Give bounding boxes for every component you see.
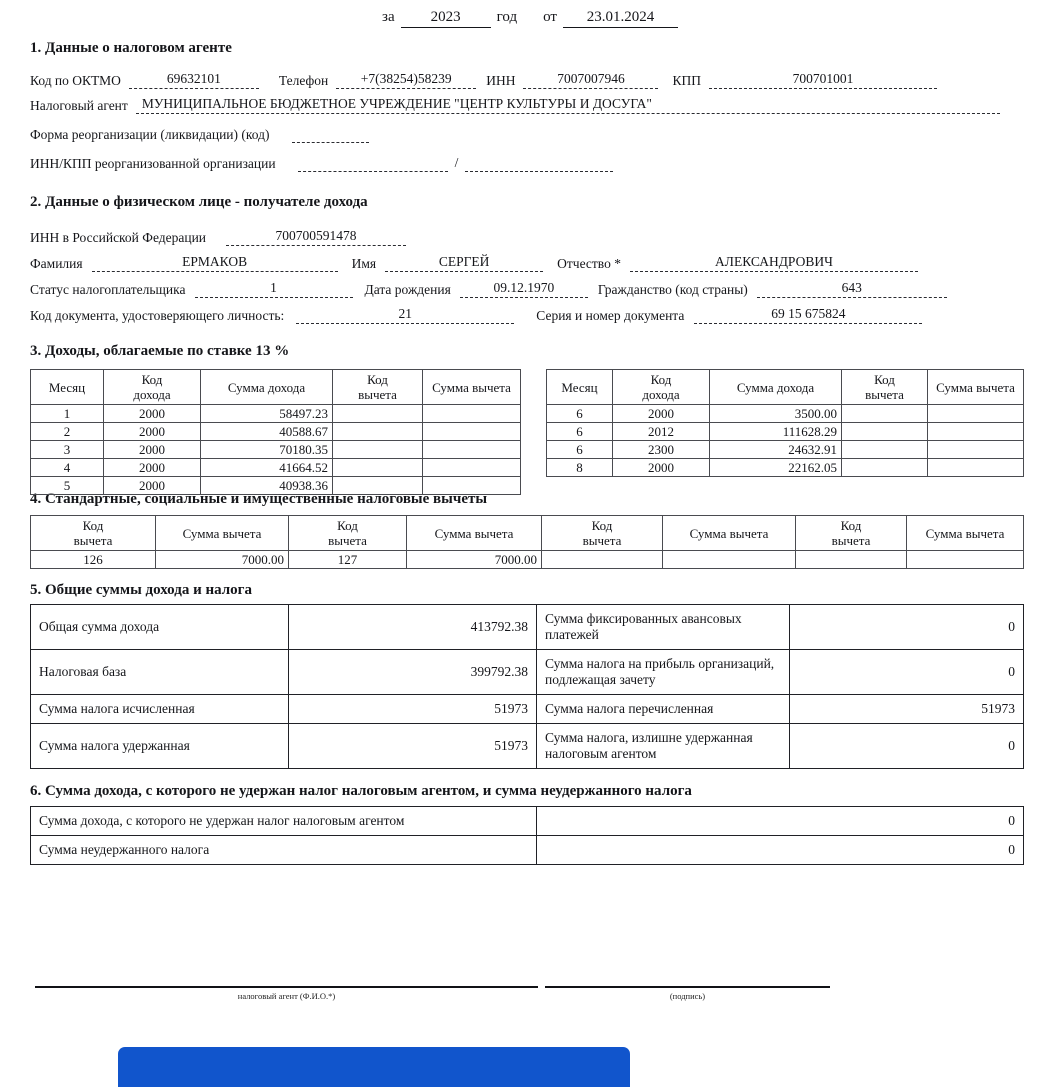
cell-month: 6 [547, 423, 613, 441]
period-god-label: год [496, 9, 518, 25]
cell-deduction-sum-4 [907, 551, 1024, 569]
col-deduction-sum-4: Сумма вычета [907, 516, 1024, 551]
table-row [547, 441, 1024, 459]
cell-income-code: 2000 [613, 405, 710, 423]
cell-total-value-right: 0 [790, 650, 1024, 695]
cell-total-label-left: Сумма налога удержанная [31, 724, 289, 769]
section2-title: 2. Данные о физическом лице - получателе дохода [30, 194, 368, 211]
doc-code-label: Код документа, удостоверяющего личность: [30, 308, 285, 324]
cell-total-value-right: 0 [790, 605, 1024, 650]
table-header-row [31, 370, 521, 405]
cell-deduction-sum [423, 423, 521, 441]
doc-number-label: Серия и номер документа [536, 308, 685, 324]
table-row [547, 459, 1024, 477]
cell-total-value-left: 413792.38 [289, 605, 537, 650]
cell-deduction-code [333, 477, 423, 495]
table-row [31, 441, 521, 459]
cell-month: 5 [31, 477, 104, 495]
patronymic-label: Отчество * [557, 256, 621, 272]
table-header-row [547, 370, 1024, 405]
unwithheld-table [30, 806, 1024, 865]
cell-income-code: 2000 [104, 441, 201, 459]
firstname-label: Имя [351, 256, 377, 272]
cell-deduction-sum [928, 441, 1024, 459]
unwithheld-table-body [31, 807, 1024, 865]
reorg-form-value [292, 125, 369, 143]
cell-total-label-right: Сумма фиксированных авансовых платежей [537, 605, 790, 650]
cell-total-value-left: 399792.38 [289, 650, 537, 695]
cell-month: 6 [547, 405, 613, 423]
cell-deduction-sum [928, 405, 1024, 423]
cell-income-sum: 41664.52 [201, 459, 333, 477]
cell-income-sum: 70180.35 [201, 441, 333, 459]
oktmo-value: 69632101 [129, 71, 259, 89]
cell-total-label-right: Сумма налога на прибыль организаций, подлежащая зачету [537, 650, 790, 695]
cell-deduction-sum [928, 459, 1024, 477]
table-row [31, 836, 1024, 865]
birthdate-label: Дата рождения [364, 282, 451, 298]
cell-month: 8 [547, 459, 613, 477]
income-table-right-body [547, 405, 1024, 477]
cell-deduction-sum [423, 441, 521, 459]
section2-row-inn [0, 228, 1060, 246]
primary-action-button[interactable] [118, 1047, 630, 1087]
cell-month: 6 [547, 441, 613, 459]
cell-unwithheld-value: 0 [537, 807, 1024, 836]
table-row [31, 650, 1024, 695]
taxpayer-status-label: Статус налогоплательщика [30, 282, 186, 298]
cell-deduction-code-4 [796, 551, 907, 569]
phone-label: Телефон [278, 73, 329, 89]
cell-income-sum: 58497.23 [201, 405, 333, 423]
table-row [31, 605, 1024, 650]
col-income-code: Код дохода [613, 370, 710, 405]
citizenship-value: 643 [757, 280, 947, 298]
col-income-sum: Сумма дохода [201, 370, 333, 405]
cell-total-label-left: Общая сумма дохода [31, 605, 289, 650]
cell-income-sum: 40938.36 [201, 477, 333, 495]
reorg-inn-value [298, 154, 448, 172]
col-month: Месяц [547, 370, 613, 405]
period-date-value: 23.01.2024 [563, 9, 678, 28]
col-deduction-code-3: Код вычета [542, 516, 663, 551]
col-deduction-code-1: Код вычета [31, 516, 156, 551]
cell-income-sum: 24632.91 [710, 441, 842, 459]
section2-row-status [0, 280, 1060, 298]
cell-deduction-code [333, 423, 423, 441]
phone-value: +7(38254)58239 [336, 71, 476, 89]
income-table-left-body [31, 405, 521, 495]
signature-caption: (подпись) [669, 991, 706, 1001]
signature-line [545, 986, 830, 988]
col-income-code: Код дохода [104, 370, 201, 405]
cell-unwithheld-label: Сумма дохода, с которого не удержан налог налоговым агентом [31, 807, 537, 836]
income-table-left [30, 369, 521, 495]
period-ot-label: от [543, 9, 557, 25]
period-year-value: 2023 [401, 9, 491, 28]
section1-row-reorg-innkpp [0, 154, 1060, 172]
cell-deduction-code [333, 405, 423, 423]
cell-unwithheld-value: 0 [537, 836, 1024, 865]
table-row [31, 807, 1024, 836]
section4-title: 4. Стандартные, социальные и имущественные налоговые вычеты [30, 491, 488, 508]
table-row [31, 423, 521, 441]
report-period-line [0, 0, 1060, 28]
cell-income-sum: 111628.29 [710, 423, 842, 441]
col-month: Месяц [31, 370, 104, 405]
cell-income-code: 2000 [104, 405, 201, 423]
person-inn-label: ИНН в Российской Федерации [30, 230, 207, 246]
table-header-row [31, 516, 1024, 551]
cell-income-sum: 3500.00 [710, 405, 842, 423]
cell-month: 2 [31, 423, 104, 441]
cell-total-label-right: Сумма налога, излишне удержанная налоговым агентом [537, 724, 790, 769]
cell-total-value-left: 51973 [289, 695, 537, 724]
totals-table [30, 604, 1024, 769]
citizenship-label: Гражданство (код страны) [597, 282, 748, 298]
cell-deduction-code [333, 441, 423, 459]
deductions-table [30, 515, 1024, 569]
cell-deduction-code [842, 459, 928, 477]
cell-deduction-sum [423, 477, 521, 495]
col-deduction-sum: Сумма вычета [423, 370, 521, 405]
cell-total-label-left: Сумма налога исчисленная [31, 695, 289, 724]
cell-deduction-code-2: 127 [289, 551, 407, 569]
cell-total-value-left: 51973 [289, 724, 537, 769]
cell-income-code: 2012 [613, 423, 710, 441]
section1-row-codes [0, 71, 1060, 89]
col-income-sum: Сумма дохода [710, 370, 842, 405]
reorg-slash: / [454, 155, 459, 171]
person-inn-value: 700700591478 [226, 228, 406, 246]
agent-value: МУНИЦИПАЛЬНОЕ БЮДЖЕТНОЕ УЧРЕЖДЕНИЕ "ЦЕНТР КУЛЬТУРЫ И ДОСУГА" [136, 96, 1000, 114]
section2-row-document [0, 306, 1060, 324]
cell-income-code: 2000 [104, 423, 201, 441]
table-row [31, 551, 1024, 569]
taxpayer-status-value: 1 [195, 280, 353, 298]
period-za-label: за [382, 9, 395, 25]
oktmo-label: Код по ОКТМО [30, 73, 121, 89]
cell-deduction-code [333, 459, 423, 477]
cell-income-sum: 40588.67 [201, 423, 333, 441]
section1-row-reorg-form [0, 125, 1060, 143]
cell-unwithheld-label: Сумма неудержанного налога [31, 836, 537, 865]
cell-income-code: 2300 [613, 441, 710, 459]
col-deduction-sum-1: Сумма вычета [156, 516, 289, 551]
section3-title: 3. Доходы, облагаемые по ставке 13 % [30, 343, 290, 360]
section2-row-fio [0, 254, 1060, 272]
table-row [31, 724, 1024, 769]
doc-number-value: 69 15 675824 [694, 306, 922, 324]
cell-deduction-sum [423, 459, 521, 477]
cell-deduction-sum-2: 7000.00 [407, 551, 542, 569]
firstname-value: СЕРГЕЙ [385, 254, 543, 272]
cell-deduction-code [842, 405, 928, 423]
cell-deduction-sum [423, 405, 521, 423]
cell-deduction-sum [928, 423, 1024, 441]
col-deduction-code: Код вычета [842, 370, 928, 405]
birthdate-value: 09.12.1970 [460, 280, 588, 298]
agent-signature-line [35, 986, 538, 988]
section6-title: 6. Сумма дохода, с которого не удержан налог налоговым агентом, и сумма неудержанного налога [30, 783, 692, 800]
cell-deduction-code-3 [542, 551, 663, 569]
inn-label: ИНН [486, 73, 516, 89]
table-row [31, 695, 1024, 724]
cell-total-label-right: Сумма налога перечисленная [537, 695, 790, 724]
lastname-value: ЕРМАКОВ [92, 254, 338, 272]
income-table-right [546, 369, 1024, 477]
cell-deduction-code [842, 423, 928, 441]
section1-row-agent [0, 96, 1060, 114]
section5-title: 5. Общие суммы дохода и налога [30, 582, 252, 599]
agent-label: Налоговый агент [30, 98, 128, 114]
cell-deduction-sum-1: 7000.00 [156, 551, 289, 569]
cell-month: 4 [31, 459, 104, 477]
totals-table-body [31, 605, 1024, 769]
patronymic-value: АЛЕКСАНДРОВИЧ [630, 254, 918, 272]
col-deduction-code-2: Код вычета [289, 516, 407, 551]
cell-total-label-left: Налоговая база [31, 650, 289, 695]
cell-month: 1 [31, 405, 104, 423]
cell-income-code: 2000 [613, 459, 710, 477]
table-row [547, 405, 1024, 423]
cell-deduction-code-1: 126 [31, 551, 156, 569]
cell-total-value-right: 0 [790, 724, 1024, 769]
cell-income-code: 2000 [104, 459, 201, 477]
cell-total-value-right: 51973 [790, 695, 1024, 724]
cell-income-sum: 22162.05 [710, 459, 842, 477]
kpp-label: КПП [672, 73, 701, 89]
cell-income-code: 2000 [104, 477, 201, 495]
table-row [31, 477, 521, 495]
col-deduction-sum: Сумма вычета [928, 370, 1024, 405]
cell-deduction-sum-3 [663, 551, 796, 569]
cell-month: 3 [31, 441, 104, 459]
reorg-form-label: Форма реорганизации (ликвидации) (код) [30, 127, 270, 143]
col-deduction-sum-2: Сумма вычета [407, 516, 542, 551]
table-row [31, 405, 521, 423]
section1-title: 1. Данные о налоговом агенте [30, 40, 232, 57]
lastname-label: Фамилия [30, 256, 83, 272]
agent-signature-caption: налоговый агент (Ф.И.О.*) [237, 991, 336, 1001]
table-row [547, 423, 1024, 441]
cell-deduction-code [842, 441, 928, 459]
col-deduction-code: Код вычета [333, 370, 423, 405]
doc-code-value: 21 [296, 306, 514, 324]
kpp-value: 700701001 [709, 71, 937, 89]
table-row [31, 459, 521, 477]
col-deduction-code-4: Код вычета [796, 516, 907, 551]
col-deduction-sum-3: Сумма вычета [663, 516, 796, 551]
reorg-innkpp-label: ИНН/КПП реорганизованной организации [30, 156, 276, 172]
reorg-kpp-value [465, 154, 613, 172]
inn-value: 7007007946 [523, 71, 658, 89]
